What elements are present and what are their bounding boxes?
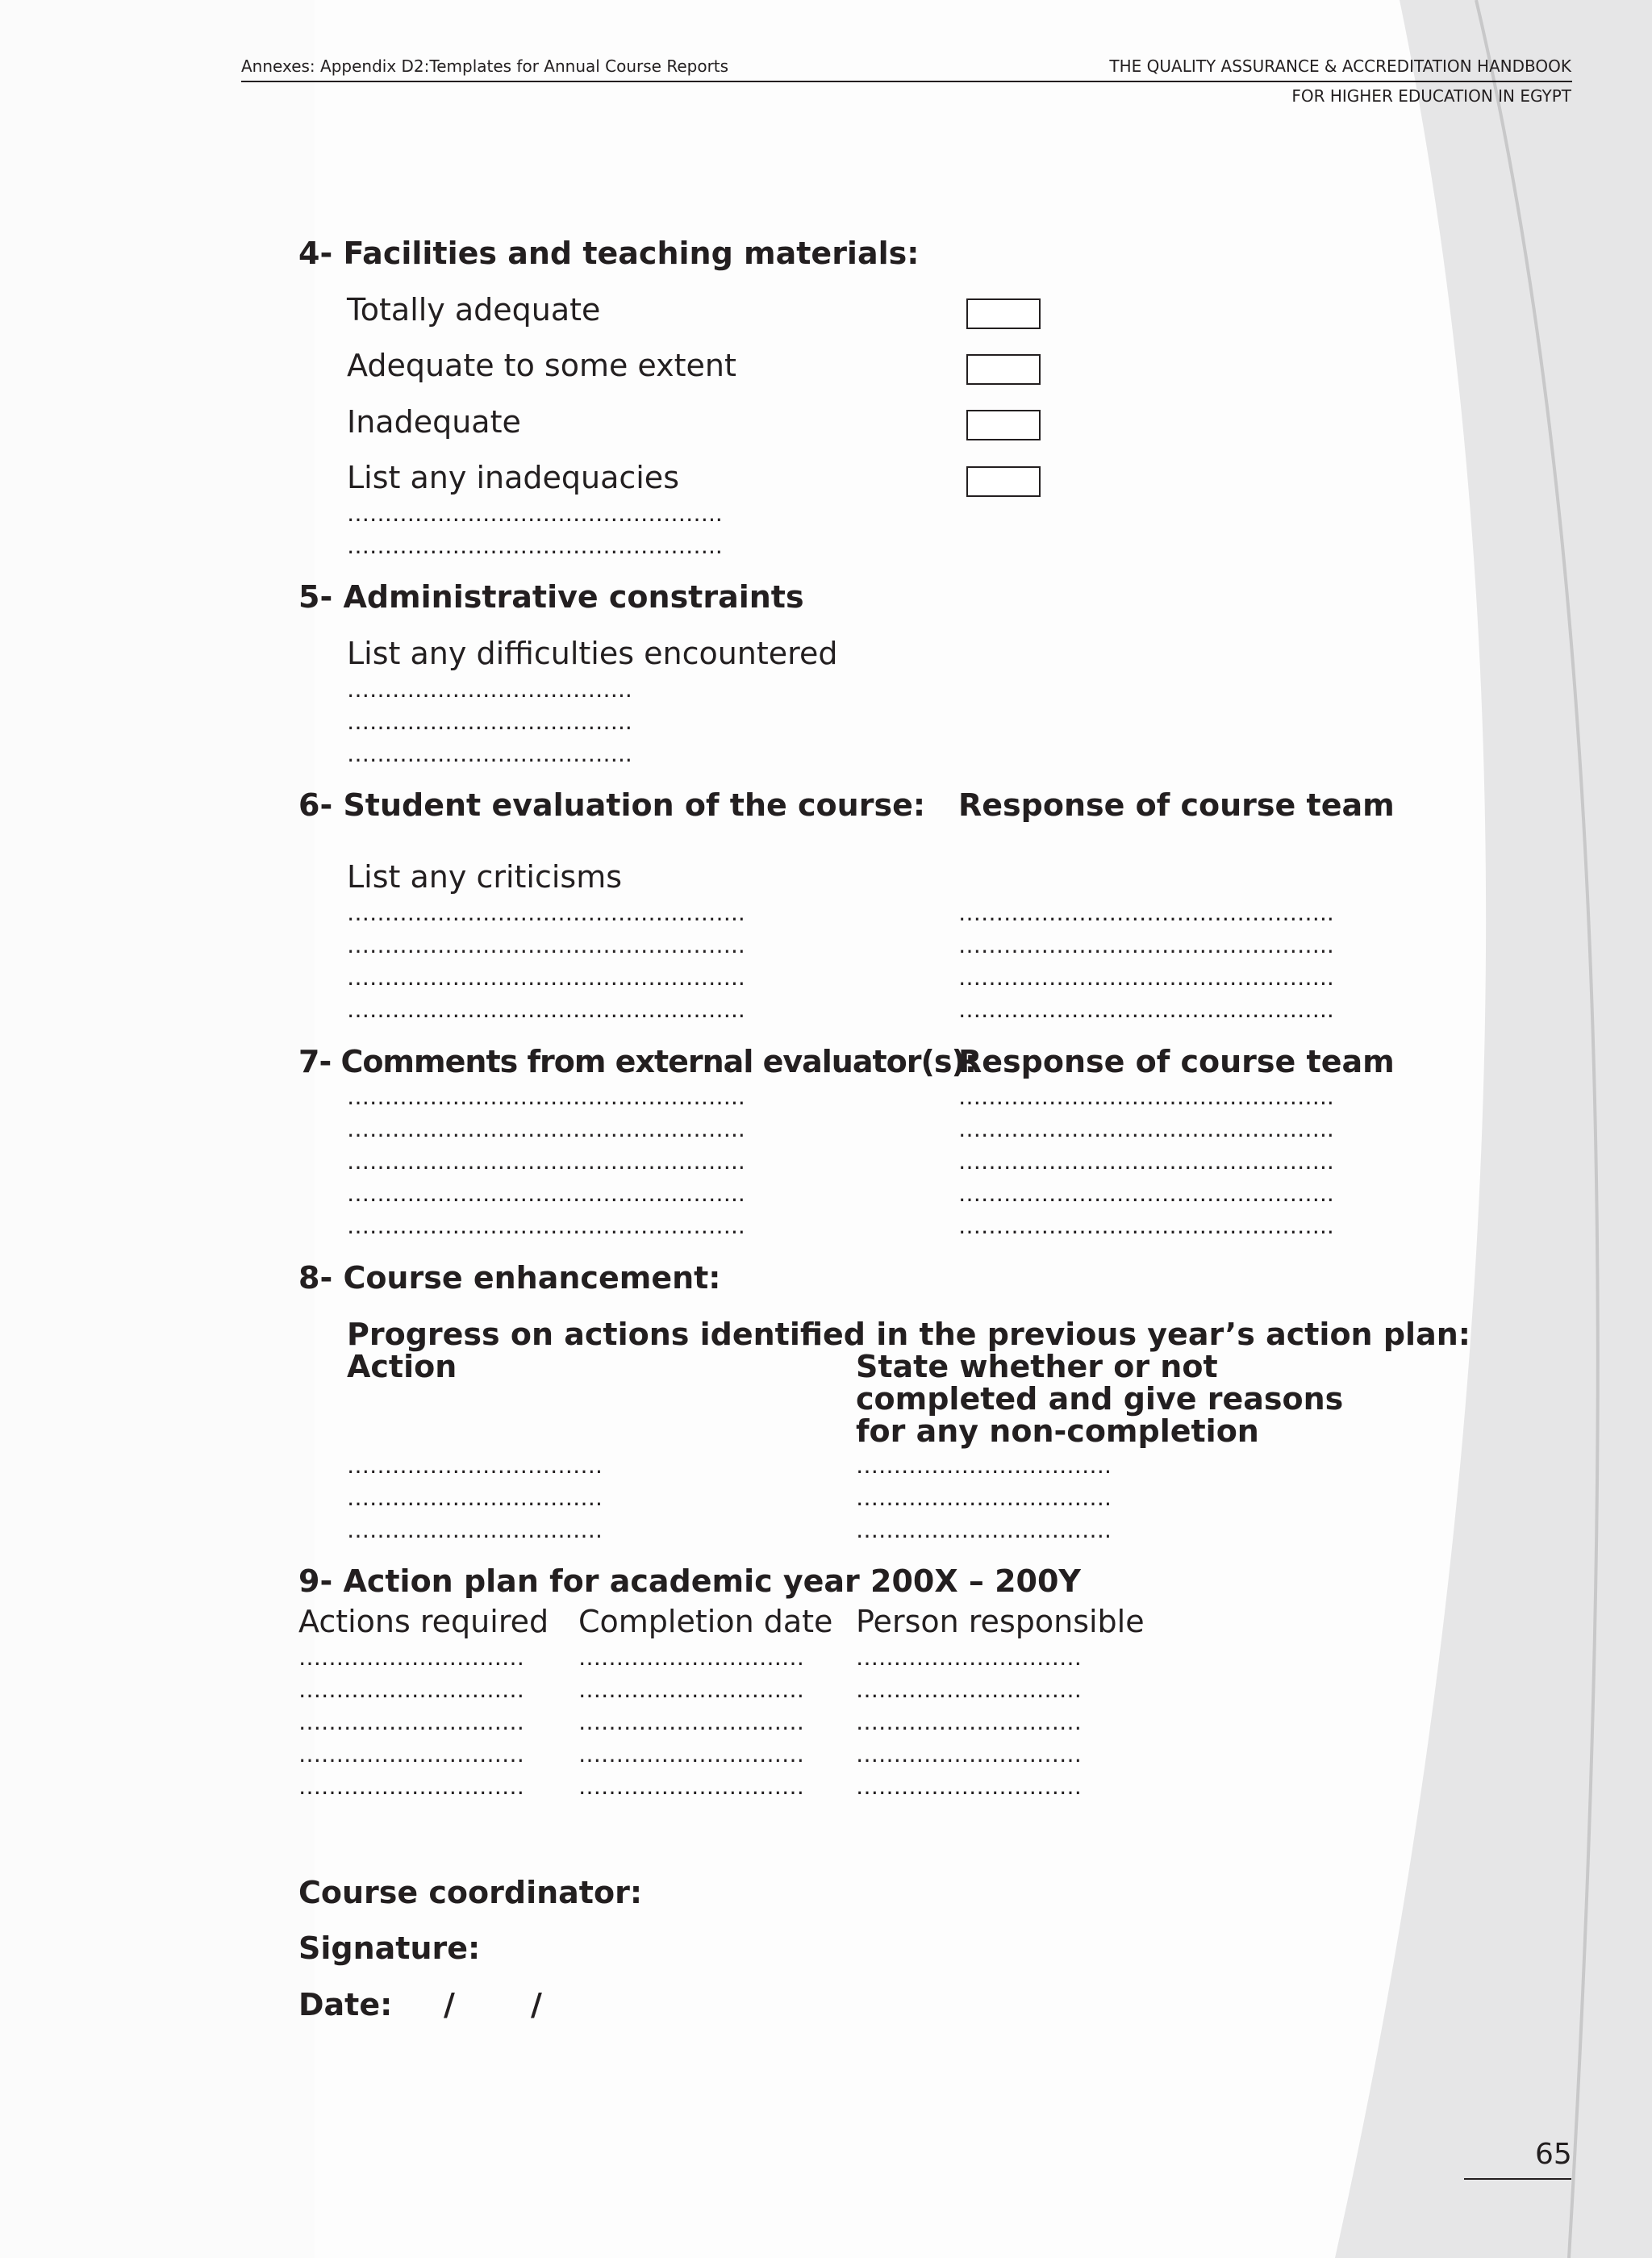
dotted-line[interactable]: …………………………………………….. [347,964,745,991]
person-dotted-line[interactable]: ………………………… [856,1644,1082,1671]
criticisms-prompt: List any criticisms [347,859,623,895]
dotted-line[interactable]: ………………………………………….. [347,532,723,559]
person-dotted-line[interactable]: ………………………… [856,1709,1082,1735]
dotted-line[interactable]: …………………………………………….. [347,932,745,958]
response-dotted-line[interactable]: ………………………………………….. [958,899,1334,926]
response-dotted-line[interactable]: ………………………………………….. [958,1083,1334,1110]
dotted-line[interactable]: ……………………………. [347,1484,603,1511]
response-dotted-line[interactable]: ………………………………………….. [958,932,1334,958]
dotted-line[interactable]: ………………………………………….. [347,500,723,527]
state-dotted-line[interactable]: ……………………………. [856,1452,1112,1479]
completion-dotted-line[interactable]: ………………………… [578,1741,804,1768]
checkbox-inadequate[interactable] [966,410,1041,440]
dotted-line[interactable]: …………………………………………….. [347,1180,745,1207]
dotted-line[interactable]: ……………………………. [347,1452,603,1479]
column-state-line3: for any non-completion [856,1413,1259,1449]
dotted-line[interactable]: …………………………………………….. [347,1212,745,1239]
checkbox-adequate-some-extent[interactable] [966,354,1041,385]
dotted-line[interactable]: …………………………………………….. [347,1148,745,1175]
actions-dotted-line[interactable]: ………………………… [298,1741,524,1768]
checkbox-totally-adequate[interactable] [966,298,1041,329]
header-right-line2: FOR HIGHER EDUCATION IN EGYPT [1291,86,1571,106]
option-adequate-some-extent: Adequate to some extent [347,348,736,383]
section-8-title: 8- Course enhancement: [298,1260,721,1296]
person-dotted-line[interactable]: ………………………… [856,1741,1082,1768]
dotted-line[interactable]: …………………………………………….. [347,899,745,926]
course-coordinator-label: Course coordinator: [298,1875,643,1910]
date-slash: / [444,1987,455,2022]
response-dotted-line[interactable]: ………………………………………….. [958,964,1334,991]
column-person-responsible: Person responsible [856,1604,1145,1639]
dotted-line[interactable]: …………………………………………….. [347,996,745,1023]
column-state-line2: completed and give reasons [856,1381,1344,1417]
person-dotted-line[interactable]: ………………………… [856,1676,1082,1703]
actions-dotted-line[interactable]: ………………………… [298,1676,524,1703]
state-dotted-line[interactable]: ……………………………. [856,1517,1112,1543]
column-actions-required: Actions required [298,1604,549,1639]
checkbox-list-inadequacies[interactable] [966,466,1041,497]
left-shade [0,0,315,2258]
date-label: Date: [298,1987,393,2022]
response-dotted-line[interactable]: ………………………………………….. [958,1148,1334,1175]
header-rule [241,81,1572,82]
option-inadequate: Inadequate [347,404,521,440]
response-dotted-line[interactable]: ………………………………………….. [958,1180,1334,1207]
dotted-line[interactable]: …………………………………………….. [347,1116,745,1142]
completion-dotted-line[interactable]: ………………………… [578,1773,804,1800]
page-number: 65 [1535,2138,1572,2171]
section-6-title: 6- Student evaluation of the course: [298,787,926,823]
dotted-line[interactable]: ……………………………….. [347,708,632,735]
dotted-line[interactable]: …………………………………………….. [347,1083,745,1110]
right-curved-band [1335,0,1652,2258]
actions-dotted-line[interactable]: ………………………… [298,1773,524,1800]
state-dotted-line[interactable]: ……………………………. [856,1484,1112,1511]
actions-dotted-line[interactable]: ………………………… [298,1709,524,1735]
person-dotted-line[interactable]: ………………………… [856,1773,1082,1800]
option-totally-adequate: Totally adequate [347,292,601,328]
column-action: Action [347,1349,457,1384]
completion-dotted-line[interactable]: ………………………… [578,1709,804,1735]
dotted-line[interactable]: ……………………………….. [347,741,632,767]
header-left: Annexes: Appendix D2:Templates for Annual Course Reports [241,56,729,76]
dotted-line[interactable]: ……………………………….. [347,676,632,703]
section-8-subtitle: Progress on actions identified in the previous year’s action plan: [347,1317,1471,1352]
page-number-rule [1464,2178,1571,2180]
column-completion-date: Completion date [578,1604,833,1639]
date-slash: / [531,1987,542,2022]
difficulties-prompt: List any difficulties encountered [347,636,838,671]
completion-dotted-line[interactable]: ………………………… [578,1676,804,1703]
section-7-response-title: Response of course team [958,1044,1395,1079]
section-7-title: 7- Comments from external evaluator(s): [298,1044,977,1079]
response-dotted-line[interactable]: ………………………………………….. [958,996,1334,1023]
signature-label: Signature: [298,1930,481,1966]
response-dotted-line[interactable]: ………………………………………….. [958,1116,1334,1142]
dotted-line[interactable]: ……………………………. [347,1517,603,1543]
column-state-line1: State whether or not [856,1349,1218,1384]
response-dotted-line[interactable]: ………………………………………….. [958,1212,1334,1239]
completion-dotted-line[interactable]: ………………………… [578,1644,804,1671]
header-right-line1: THE QUALITY ASSURANCE & ACCREDITATION HANDBOOK [1109,56,1571,76]
section-5-title: 5- Administrative constraints [298,579,804,615]
actions-dotted-line[interactable]: ………………………… [298,1644,524,1671]
option-list-inadequacies: List any inadequacies [347,460,679,495]
section-9-title: 9- Action plan for academic year 200X – 200Y [298,1563,1081,1599]
section-6-response-title: Response of course team [958,787,1395,823]
section-4-title: 4- Facilities and teaching materials: [298,236,920,271]
